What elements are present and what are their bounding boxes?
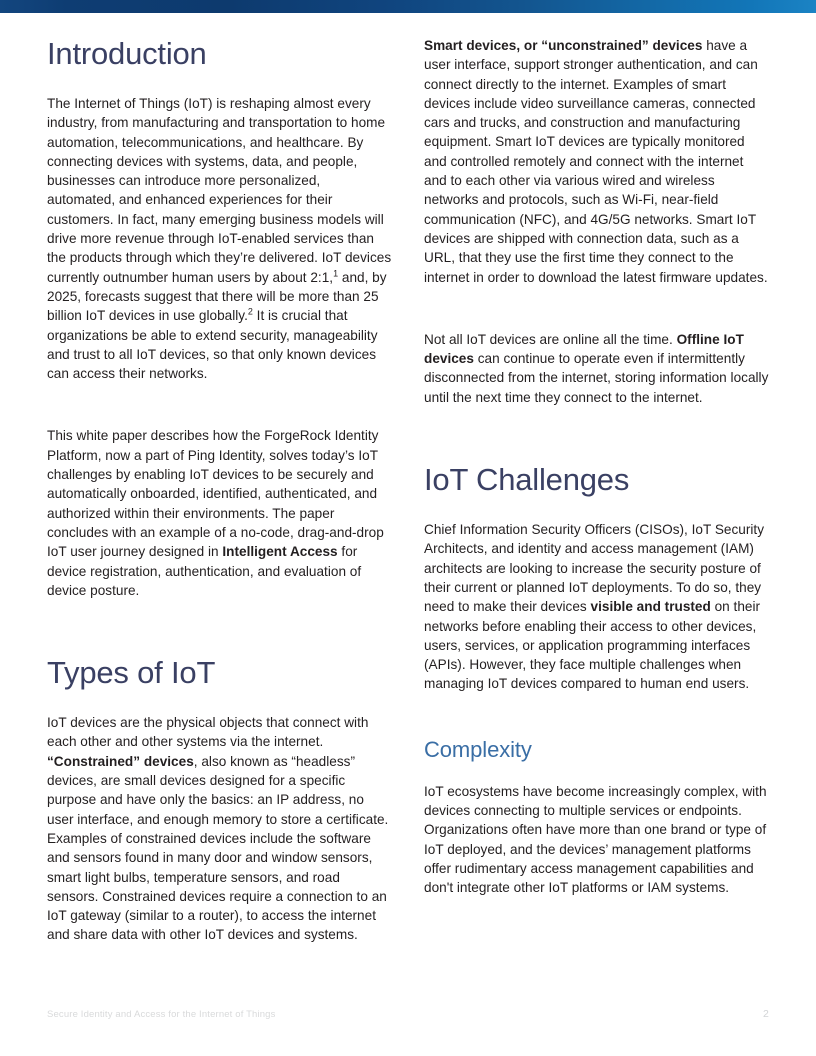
text-run: , also known as “headless” devices, are small devices designed for a specific purpose and have only the basics: an IP address, no user interface, and enough memory to store a certificate. Examples of constrained devices include the software and sensors found in many door and window sensors, smart light bulbs, temperature sensors, and road sensors. Constrained devices require a connection to an IoT gateway (similar to a router), to access the internet and share data with other IoT devices and systems. [47, 753, 389, 943]
text-run: and, by 2025, forecasts suggest that there will be more than 25 billion IoT devices in use globally. [47, 269, 387, 324]
text-run: It is crucial that organizations be able to extend security, manageability and trust to all IoT devices, so that only known devices can access their networks. [47, 308, 378, 382]
text-run: Chief Information Security Officers (CISOs), IoT Security Architects, and identity and access management (IAM) architects are looking to increase the security posture of their current or planned IoT deployments. To do so, they need to make their devices [424, 522, 765, 615]
text-run: can continue to operate even if intermittently disconnected from the internet, storing information locally until the next time they connect to the internet. [424, 351, 769, 405]
footnote-marker-2: 2 [247, 306, 253, 317]
paragraph-smart-devices-1 [424, 36, 769, 287]
page-footer [47, 1008, 769, 1020]
subsection-spacer [424, 713, 769, 737]
text-run: for device registration, authentication, and evaluation of device posture. [47, 544, 362, 598]
emphasis-constrained-devices: “Constrained” devices [47, 753, 194, 769]
emphasis-intelligent-access: Intelligent Access [222, 544, 338, 560]
top-gradient-bar [0, 0, 816, 13]
section-spacer [47, 619, 392, 655]
paragraph-introduction-2 [47, 426, 392, 600]
paragraph-spacer [424, 306, 769, 330]
heading-introduction: Introduction [47, 36, 207, 71]
paragraph-complexity-1: IoT ecosystems have become increasingly complex, with devices connecting to multiple services or endpoints. Organizations often have more than one brand or type of IoT deployed, and the devices’ management platforms offer rudimentary access management capabilities and don't integrate other IoT platforms or IAM systems. [424, 783, 767, 896]
paragraph-offline-devices [424, 330, 769, 407]
text-run: on their networks before enabling their access to other devices, users, services, or application programming interfaces (APIs). However, they face multiple challenges when managing IoT devices compared to human end users. [424, 599, 761, 692]
text-run: The Internet of Things (IoT) is reshaping almost every industry, from manufacturing and transportation to home automation, telecommunications, and healthcare. By connecting devices with systems, data, and people, businesses can introduce more personalized, automated, and enhanced experiences for their customers. In fact, many emerging business models will drive more revenue through IoT-enabled services than the products through which they’re delivered. IoT devices currently outnumber human users by about 2:1, [47, 96, 392, 285]
footer-document-title: Secure Identity and Access for the Internet of Things [47, 1009, 276, 1020]
right-column [424, 36, 769, 945]
footnote-marker-1: 1 [333, 268, 339, 279]
subheading-complexity: Complexity [424, 736, 532, 762]
two-column-content [47, 36, 769, 945]
paragraph-types-of-iot-1 [47, 713, 392, 945]
heading-types-of-iot: Types of IoT [47, 655, 216, 691]
emphasis-offline-iot-devices: Offline IoT devices [424, 331, 744, 367]
heading-iot-challenges: IoT Challenges [424, 462, 630, 498]
footer-page-number: 2 [763, 1008, 769, 1020]
text-run: Not all IoT devices are online all the time. [424, 331, 677, 347]
text-run: have a user interface, support stronger authentication, and can connect directly to the internet. Examples of smart devices include video surveillance cameras, connected cars and trucks, and construction and manufacturing equipment. Smart IoT devices are typically monitored and controlled remotely and connect with the internet and to each other via various wired and wireless networks and protocols, such as Wi-Fi, near-field communication (NFC), and 4G/5G networks. Smart IoT devices are shipped with connection data, such as a URL, that they use the first time they connect to the internet in order to download the latest firmware updates. [424, 38, 768, 285]
paragraph-spacer [47, 402, 392, 426]
section-spacer [424, 426, 769, 462]
left-column [47, 36, 392, 945]
emphasis-visible-and-trusted: visible and trusted [590, 599, 711, 615]
text-run: This white paper describes how the ForgeRock Identity Platform, now a part of Ping Identity, solves today’s IoT challenges by enabling IoT devices to be securely and automatically onboarded, identified, authenticated, and authorized within their environments. The paper concludes with an example of a no-code, drag-and-drop IoT user journey designed in [47, 428, 384, 560]
paragraph-introduction-1 [47, 94, 392, 383]
emphasis-smart-devices: Smart devices, or “unconstrained” devices [424, 38, 703, 53]
paragraph-iot-challenges-1 [424, 520, 769, 694]
text-run: IoT devices are the physical objects that connect with each other and other systems via the internet. [47, 715, 369, 750]
